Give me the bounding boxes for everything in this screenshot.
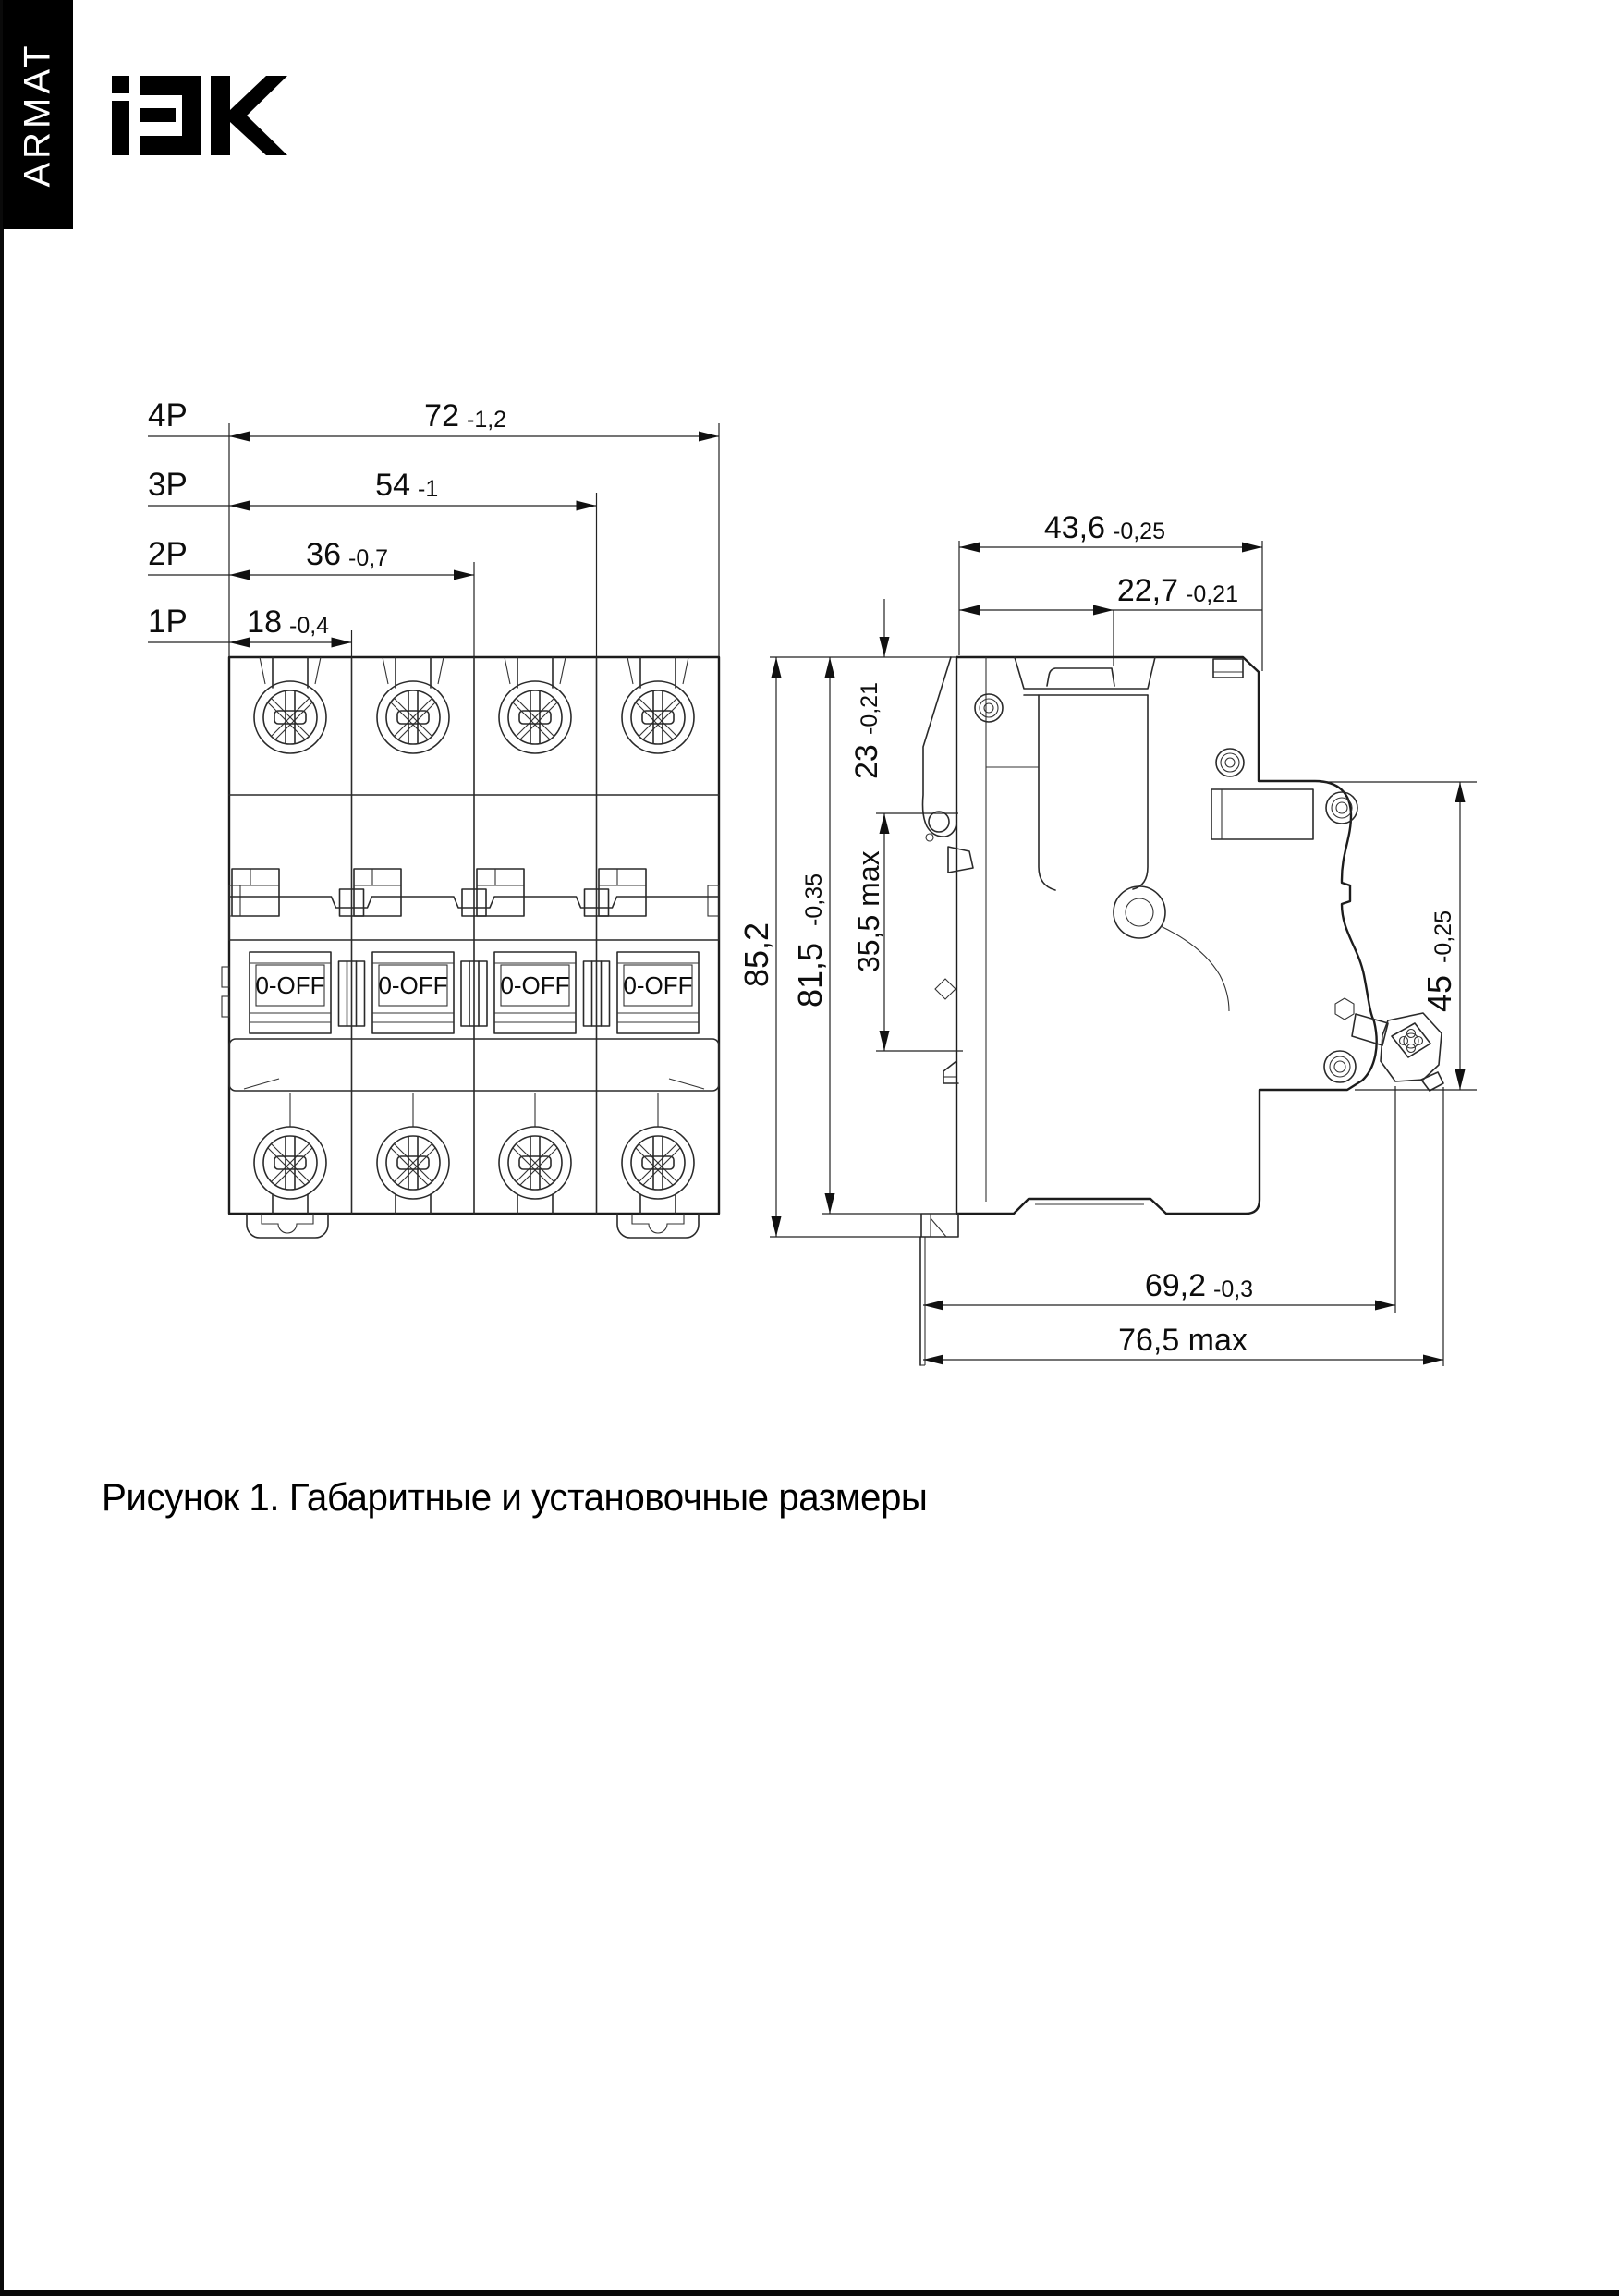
side-view (737, 510, 1477, 1366)
toggle-switch (250, 952, 331, 1033)
dim-tolerance: -0,7 (348, 545, 389, 571)
dim-value: 81,5 (791, 942, 829, 1008)
toggle-switch (372, 952, 454, 1033)
dim-value: 35,5 max (852, 850, 885, 972)
top-step-detail (1213, 659, 1243, 678)
toggle-label: 0-OFF (500, 971, 570, 999)
pole-count-label: 3P (148, 467, 188, 503)
hex-hole (1335, 998, 1354, 1020)
side-view-dimensions (737, 510, 1477, 1366)
dim-value: 69,2 (1144, 1268, 1206, 1303)
dim-value: 18 (247, 605, 282, 640)
toggle-switch (617, 952, 699, 1033)
din-latch (1352, 1013, 1443, 1091)
rivets (975, 694, 1357, 1082)
din-rail-side (920, 657, 1039, 1365)
dim-tolerance: -0,25 (1113, 519, 1165, 544)
dim-value: 85,2 (737, 922, 775, 987)
dim-tolerance: -0,3 (1213, 1276, 1254, 1302)
dim-tolerance: -1,2 (467, 407, 507, 433)
dim-tolerance: -0,25 (1430, 910, 1456, 963)
dim-value: 23 (849, 744, 884, 779)
pole-count-label: 1P (148, 604, 188, 640)
page-bottom-border (0, 2290, 1619, 2296)
dim-value: 43,6 (1043, 510, 1105, 545)
side-toggle-recess (1015, 657, 1229, 1011)
toggle-switch (494, 952, 576, 1033)
toggle-label: 0-OFF (378, 971, 448, 999)
front-view-dimensions (148, 397, 719, 657)
mounting-foot (617, 1214, 699, 1238)
toggle-label: 0-OFF (255, 971, 325, 999)
dim-value: 22,7 (1116, 573, 1178, 608)
series-banner-label: ARMAT (17, 42, 58, 188)
toggle-row (222, 952, 699, 1033)
dim-value: 36 (306, 537, 341, 572)
label-window (1211, 789, 1313, 839)
dim-tolerance: -0,4 (289, 613, 330, 639)
dim-tolerance: -1 (418, 476, 439, 502)
dim-tolerance: -0,21 (1186, 581, 1238, 607)
dim-tolerance: -0,35 (801, 873, 827, 926)
dim-value: 54 (375, 468, 410, 503)
dim-value: 45 (1420, 974, 1458, 1012)
pole-count-label: 2P (148, 536, 188, 572)
mounting-foot (247, 1214, 328, 1238)
dim-tolerance: -0,21 (857, 682, 883, 735)
side-body-outline (956, 657, 1377, 1214)
pole-count-label: 4P (148, 397, 188, 434)
dim-value: 72 (424, 398, 459, 434)
toggle-label: 0-OFF (623, 971, 693, 999)
dim-value: 76,5 max (1118, 1323, 1248, 1358)
front-view (148, 397, 719, 1238)
figure-caption: Рисунок 1. Габаритные и установочные размеры (102, 1475, 928, 1519)
